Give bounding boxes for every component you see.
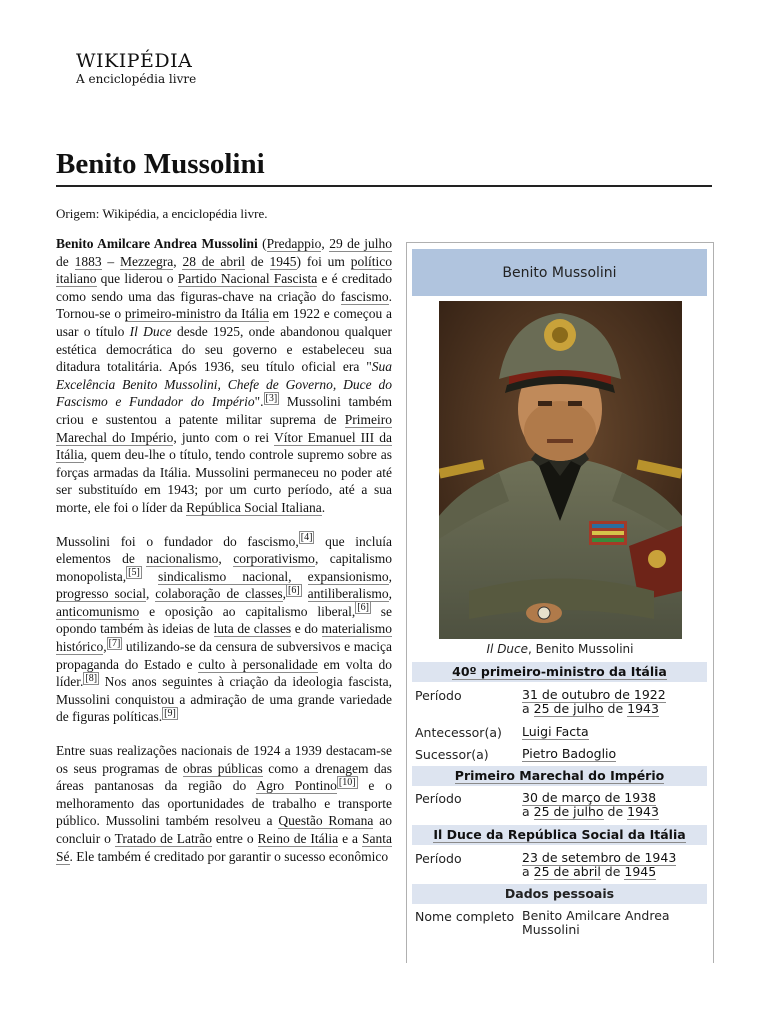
portrait-image [439, 301, 682, 639]
link-nacionalismo[interactable]: nacionalismo [146, 551, 219, 567]
link-republica-social[interactable]: República Social Italiana [186, 499, 322, 515]
value-periodo-duce [522, 851, 707, 879]
link-colaboracao-classes[interactable]: colaboração de classes [155, 586, 283, 602]
pm-from-link[interactable]: 31 de outubro de 1922 [522, 687, 666, 702]
paragraph-achievements: Entre suas realizações nacionais de 1924 a 1939 destacam-se os seus programas de obras públicas como a drenagem das áreas pantanosas da região do Agro Pontino [10] e o melhoramento das oportunidades de trabalho e transporte público. Mussolini também resolveu a Questão Romana ao concluir o Tratado de Latrão entre o Reino de Itália e a Santa Sé. Ele também é creditado por garantir o sucesso econômico [56, 743, 393, 864]
link-29-julho[interactable]: 29 de julho [329, 236, 393, 251]
marechal-to-prefix: a [522, 804, 534, 819]
link-1945[interactable]: 1945 [269, 253, 297, 269]
article-body [56, 235, 392, 881]
infobox-header: Benito Mussolini [412, 249, 707, 296]
link-materialismo[interactable]: materialismo histórico [56, 621, 392, 655]
ref-9[interactable]: [9] [164, 707, 176, 719]
marechal-to-day-link[interactable]: 25 de julho [533, 804, 604, 819]
label-periodo-marechal: Período [415, 791, 462, 806]
ref-7[interactable]: [7] [108, 637, 121, 649]
link-obras-publicas[interactable]: obras públicas [183, 760, 263, 776]
label-periodo-pm: Período [415, 688, 462, 703]
pm-to-mid: de [603, 701, 628, 716]
marechal-to-year-link[interactable]: 1943 [627, 804, 659, 819]
link-mezzegra[interactable]: Mezzegra [120, 253, 174, 269]
paragraph-fascism: Mussolini foi o fundador do fascismo, [4] que incluía elementos de nacionalismo, corporativismo, capitalismo monopolista, [5] sindicalismo nacional, expansionismo, progresso social, colaboração de classes, [6] antiliberalismo, anticomunismo e oposição ao capitalismo liberal, [6] se opondo também às ideias de luta de classes e do materialismo histórico, [7] utilizando-se da censura de subversivos e maciça propaganda do Estado e culto à personalidade em volta do líder. [8] Nos anos seguintes à criação da ideologia fascista, Mussolini conquistou a admiração de uma grande variedade de figuras políticas. [9] [56, 532, 393, 725]
section-marechal [412, 766, 707, 786]
marechal-from-link[interactable]: 30 de março de 1938 [522, 790, 657, 805]
duce-from-link[interactable]: 23 de setembro de 1943 [522, 850, 677, 865]
ref-5[interactable]: [5] [128, 567, 140, 579]
link-primeiro-marechal[interactable]: Primeiro Marechal do Império [56, 411, 392, 445]
value-periodo-marechal [522, 791, 707, 819]
link-politico[interactable]: político [350, 253, 393, 269]
ref-8[interactable]: [8] [85, 672, 98, 684]
link-vitor-emanuel[interactable]: Vítor Emanuel III da Itália [56, 429, 392, 463]
label-periodo-duce: Período [415, 851, 462, 866]
value-sucessor [522, 747, 707, 761]
link-primeiro-ministro[interactable]: primeiro-ministro da Itália [124, 306, 269, 322]
link-28-abril[interactable]: 28 de abril [182, 253, 246, 269]
duce-to-prefix: a [522, 864, 534, 879]
link-fascismo[interactable]: fascismo [340, 288, 389, 304]
ref-4[interactable]: [4] [300, 532, 313, 543]
link-progresso-social[interactable]: progresso social [56, 586, 146, 602]
duce-to-mid: de [600, 864, 625, 879]
section-duce-link[interactable]: Il Duce da República Social da Itália [433, 827, 686, 842]
infobox [406, 242, 714, 963]
photo-caption [407, 642, 713, 656]
page-title: Benito Mussolini [56, 148, 265, 180]
duce-to-year-link[interactable]: 1945 [624, 864, 657, 879]
pm-to-year-link[interactable]: 1943 [627, 701, 659, 716]
duce-to-day-link[interactable]: 25 de abril [533, 864, 601, 879]
link-agro-pontino[interactable]: Agro Pontino [256, 778, 337, 794]
portrait-photo[interactable] [439, 301, 682, 639]
antecessor-link[interactable]: Luigi Facta [522, 724, 589, 739]
ref-3[interactable]: [3] [265, 392, 278, 404]
link-corporativismo[interactable]: corporativismo [233, 551, 315, 567]
link-culto-personalidade[interactable]: culto à personalidade [198, 656, 318, 672]
link-antiliberalismo[interactable]: antiliberalismo [307, 586, 389, 602]
section-primeiro-ministro-link[interactable]: 40º primeiro-ministro da Itália [452, 664, 667, 679]
label-nome-completo: Nome completo [415, 909, 515, 924]
origin-note: Origem: Wikipédia, a enciclopédia livre. [56, 206, 268, 221]
sucessor-link[interactable]: Pietro Badoglio [522, 746, 617, 761]
link-luta-classes[interactable]: luta de classes [213, 621, 292, 637]
link-santa-se[interactable]: Santa Sé [56, 831, 392, 864]
label-sucessor: Sucessor(a) [415, 747, 489, 762]
wikipedia-logo[interactable] [76, 50, 196, 86]
title-divider [56, 185, 712, 187]
link-partido-nacional-fascista[interactable]: Partido Nacional Fascista [177, 271, 318, 287]
logo-wordmark: WIKIPÉDIA [76, 50, 193, 72]
pm-to-day-link[interactable]: 25 de julho [533, 701, 604, 716]
link-reino-italia[interactable]: Reino de Itália [257, 831, 339, 846]
ref-6a[interactable]: [6] [288, 584, 300, 596]
link-predappio[interactable]: Predappio [266, 236, 322, 251]
section-duce [412, 825, 707, 845]
paragraph-intro: Benito Amilcare Andrea Mussolini (Predappio, 29 de julho de 1883 – Mezzegra, 28 de abril de 1945) foi um político italiano que liderou o Partido Nacional Fascista e é creditado como sendo uma das figuras-chave na criação do fascismo. Tornou-se o primeiro-ministro da Itália em 1922 e começou a usar o título Il Duce desde 1925, onde abandonou qualquer estética democrática do seu governo e estabeleceu sua ditadura totalitária. Após 1936, seu título oficial era "Sua Excelência Benito Mussolini, Chefe de Governo, Duce do Fascismo e Fundador do Império". [3] Mussolini também criou e sustentou a patente militar suprema de Primeiro Marechal do Império, junto com o rei Vítor Emanuel III da Itália, quem deu-lhe o título, tendo controle supremo sobre as forças armadas da Itália. Mussolini permaneceu no poder até ser substituído em 1943; por um curto período, até a sua morte, ele foi o líder da República Social Italiana. [56, 236, 393, 515]
caption-italic: Il Duce [486, 642, 529, 656]
link-tratado-latrao[interactable]: Tratado de Latrão [114, 831, 212, 846]
value-periodo-pm [522, 688, 707, 716]
ref-6b[interactable]: [6] [357, 602, 369, 614]
link-anticomunismo[interactable]: anticomunismo [56, 603, 140, 619]
caption-rest: , Benito Mussolini [528, 642, 634, 656]
section-marechal-link[interactable]: Primeiro Marechal do Império [454, 768, 665, 783]
value-antecessor [522, 725, 707, 739]
value-nome-completo: Benito Amilcare Andrea Mussolini [522, 908, 670, 937]
link-questao-romana[interactable]: Questão Romana [278, 813, 374, 829]
marechal-to-mid: de [603, 804, 628, 819]
link-italiano[interactable]: italiano [56, 271, 97, 287]
ref-10[interactable]: [10] [338, 776, 356, 788]
section-dados-pessoais: Dados pessoais [412, 884, 707, 904]
logo-tagline: A enciclopédia livre [76, 72, 197, 86]
pm-to-prefix: a [522, 701, 534, 716]
section-primeiro-ministro [412, 662, 707, 682]
label-antecessor: Antecessor(a) [415, 725, 502, 740]
link-1883[interactable]: 1883 [74, 253, 102, 269]
link-sindicalismo[interactable]: sindicalismo nacional [157, 568, 289, 584]
link-expansionismo[interactable]: expansionismo [307, 568, 389, 584]
